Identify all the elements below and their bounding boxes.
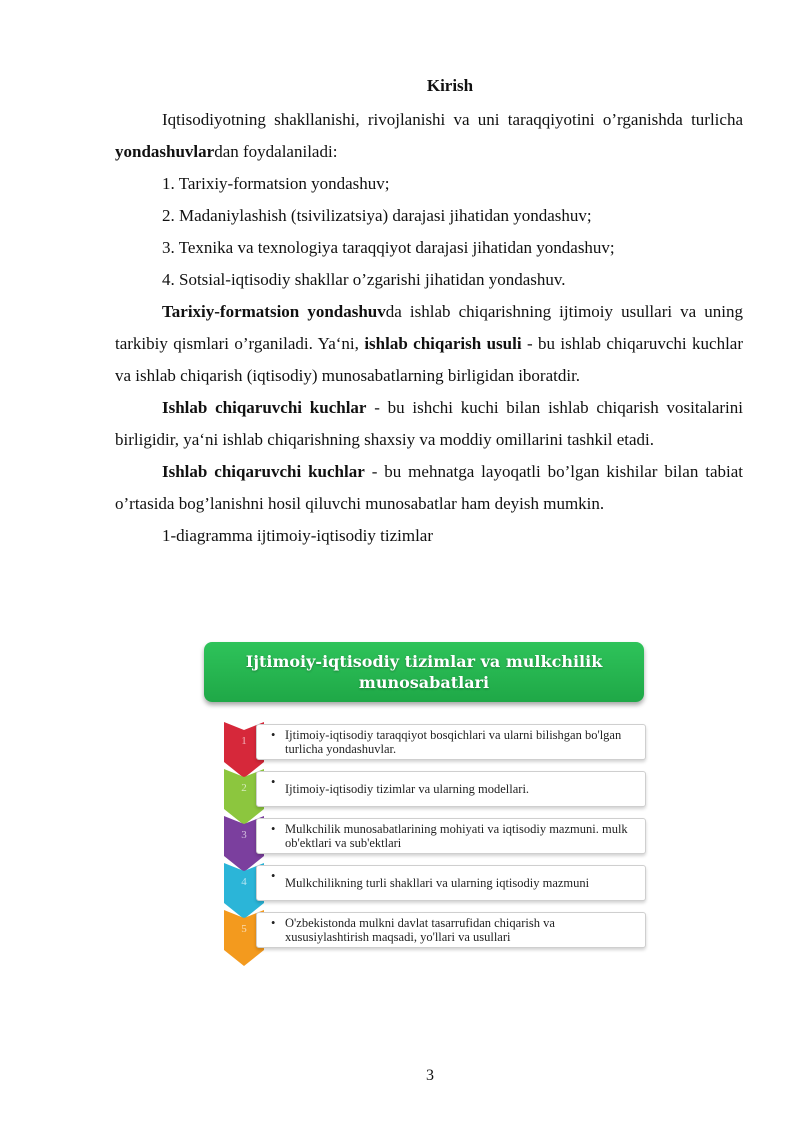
bullet-icon: • [271, 822, 276, 836]
diagram-row [200, 769, 650, 813]
diagram-item-box [256, 912, 646, 948]
formation-text: da ishlab chiqarishning ijtimoiy usullari va uning tarkibiy qismlari o’rganiladi. Ya‘ni, [115, 302, 743, 353]
step-number: 2 [241, 782, 247, 794]
step-number: 4 [241, 876, 247, 888]
page-number: 3 [426, 1067, 434, 1084]
productive-forces-text-2: - bu mehnatga layoqatli bo’lgan kishilar bilan tabiat o’rtasida bog’lanishni hosil qiluvchi munosabatlar ham deyish mumkin. [115, 462, 743, 513]
paragraph-formation [115, 296, 743, 392]
diagram-caption: 1-diagramma ijtimoiy-iqtisodiy tizimlar [162, 526, 434, 545]
list-item-1: 1. Tarixiy-formatsion yondashuv; [162, 174, 390, 193]
term-productive-forces: Ishlab chiqaruvchi kuchlar [162, 398, 367, 417]
intro-paragraph [115, 104, 743, 168]
bullet-icon: • [271, 869, 276, 883]
list-item-4: 4. Sotsial-iqtisodiy shakllar o’zgarishi jihatidan yondashuv. [162, 270, 566, 289]
bullet-icon: • [271, 916, 276, 930]
step-number: 1 [241, 735, 247, 747]
productive-forces-text: - bu ishchi kuchi bilan ishlab chiqarish vositalarini birligidir, ya‘ni ishlab chiqarishning shaxsiy va moddiy omillarini tashkil etadi. [115, 398, 743, 449]
intro-bold: yondashuvlar [115, 142, 215, 161]
diagram-row [200, 910, 650, 954]
diagram-row [200, 722, 650, 766]
intro-text-end: dan foydalaniladi: [214, 142, 338, 161]
diagram-item-text: Ijtimoiy-iqtisodiy taraqqiyot bosqichlari va ularni bilishgan bo'lgan turlicha yondashuvlar. [285, 728, 622, 756]
diagram-row [200, 816, 650, 860]
diagram-item-box [256, 865, 646, 901]
list-item-2: 2. Madaniylashish (tsivilizatsiya) darajasi jihatidan yondashuv; [162, 206, 592, 225]
intro-text: Iqtisodiyotning shakllanishi, rivojlanishi va uni taraqqiyotini o’rganishda turlicha [162, 110, 743, 129]
term-production-method: ishlab chiqarish usuli [364, 334, 522, 353]
body-text [115, 104, 743, 552]
diagram-item-text: Mulkchilik munosabatlarining mohiyati va iqtisodiy mazmuni. mulk ob'ektlari va sub'ektlari [285, 822, 628, 850]
diagram-header: Ijtimoiy-iqtisodiy tizimlar va mulkchilik munosabatlari [204, 642, 644, 702]
diagram [200, 642, 650, 972]
diagram-item-text: Ijtimoiy-iqtisodiy tizimlar va ularning modellari. [285, 782, 530, 796]
term-formation: Tarixiy-formatsion yondashuv [162, 302, 386, 321]
bullet-icon: • [271, 775, 276, 789]
term-productive-forces-2: Ishlab chiqaruvchi kuchlar [162, 462, 365, 481]
paragraph-productive-forces [115, 392, 743, 456]
bullet-icon: • [271, 728, 276, 742]
diagram-item-box [256, 771, 646, 807]
diagram-item-text: O'zbekistonda mulkni davlat tasarrufidan chiqarish va xususiylashtirish maqsadi, yo'llari va usullari [285, 916, 555, 944]
diagram-item-box [256, 818, 646, 854]
diagram-item-box [256, 724, 646, 760]
diagram-item-text: Mulkchilikning turli shakllari va ularning iqtisodiy mazmuni [285, 876, 590, 890]
paragraph-productive-forces-2 [115, 456, 743, 520]
list-item-3: 3. Texnika va texnologiya taraqqiyot darajasi jihatidan yondashuv; [162, 238, 615, 257]
formation-text-end: - bu ishlab chiqaruvchi kuchlar va ishlab chiqarish (iqtisodiy) munosabatlarning birligidan iboratdir. [115, 334, 743, 385]
step-number: 3 [241, 829, 247, 841]
page-title: Kirish [426, 76, 474, 95]
step-number: 5 [241, 923, 247, 935]
diagram-row [200, 863, 650, 907]
